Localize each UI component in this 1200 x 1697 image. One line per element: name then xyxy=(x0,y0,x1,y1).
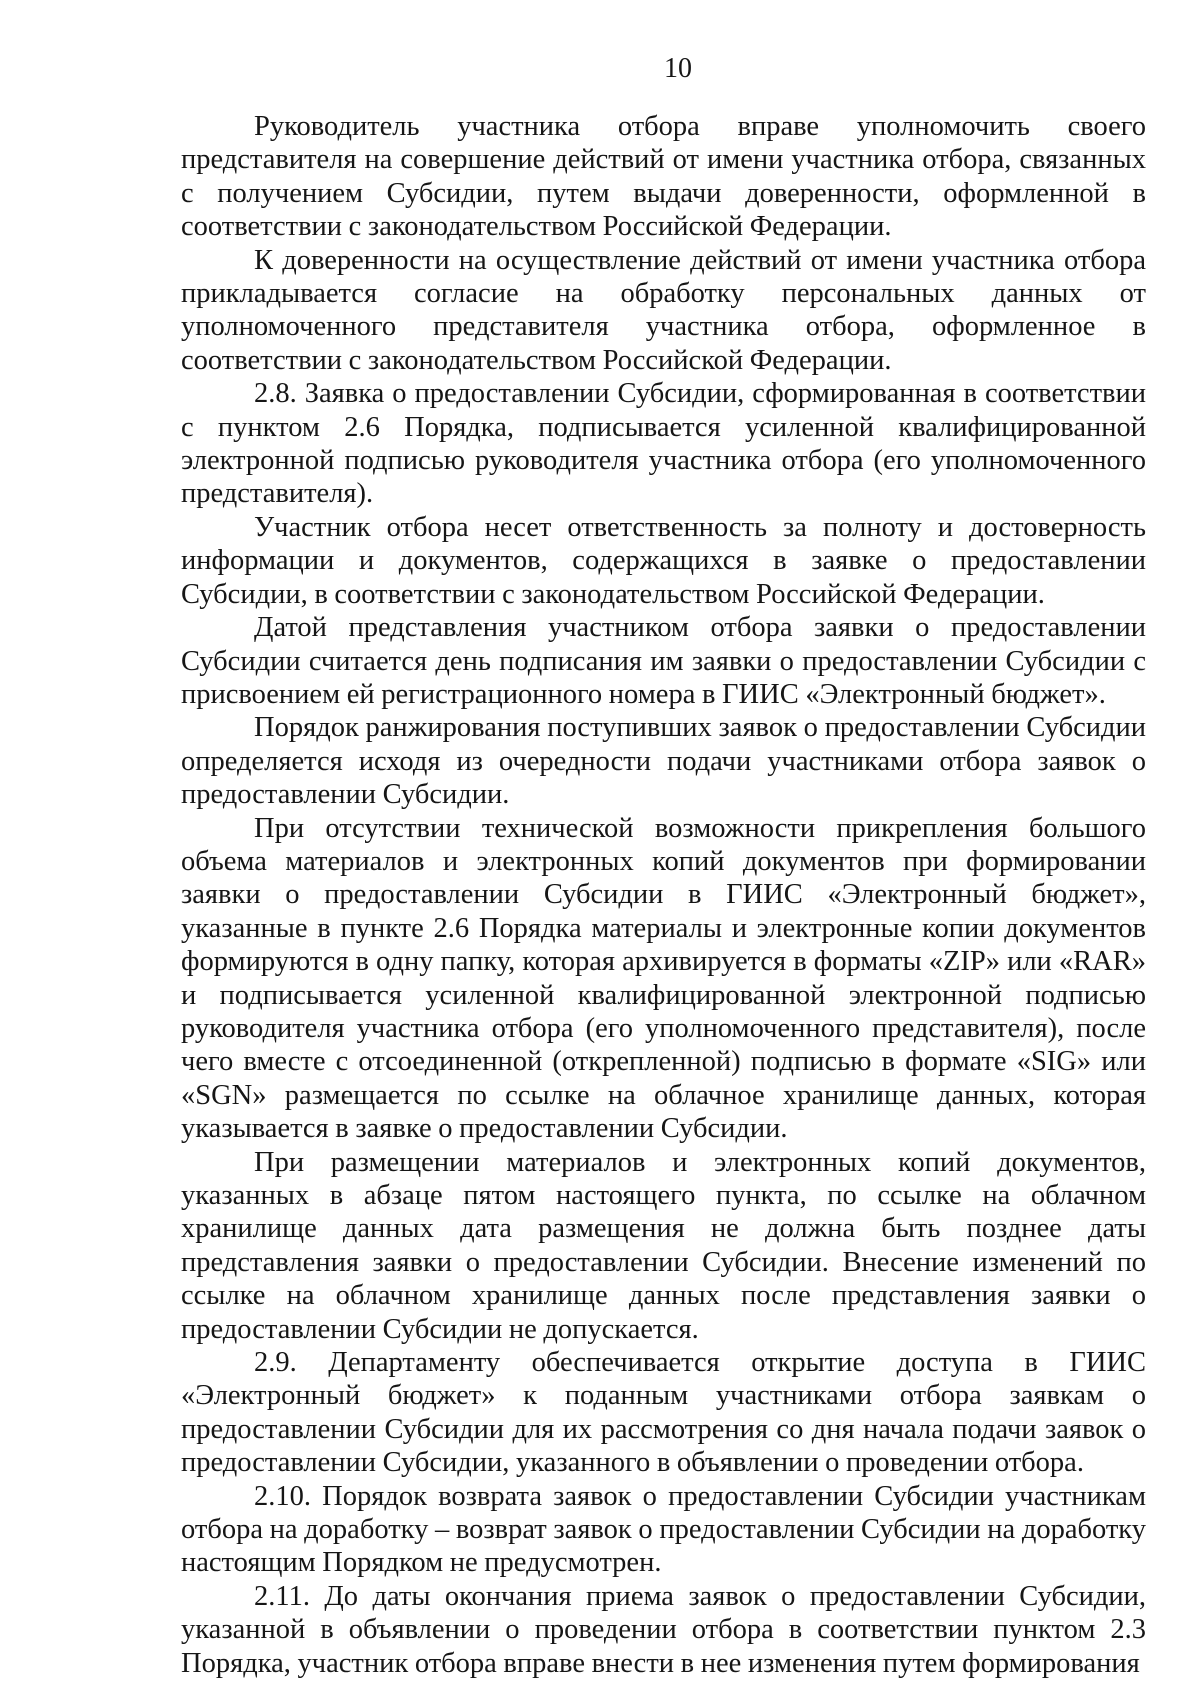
paragraph-submission-date: Датой представления участником отбора заявки о предоставлении Субсидии считается день подписания им заявки о предоставлении Субсидии с присвоением ей регистрационного номера в ГИИС «Электронный бюджет». xyxy=(181,612,1146,710)
paragraph-power-of-attorney: К доверенности на осуществление действий от имени участника отбора прикладывается согласие на обработку персональных данных от уполномоченного представителя участника отбора, оформленное в соответствии с законодательством Российской Федерации. xyxy=(181,244,1146,376)
paragraph-2-8: 2.8. Заявка о предоставлении Субсидии, сформированная в соответствии с пунктом 2.6 Порядка, подписывается усиленной квалифицированной электронной подписью руководителя участника отбора (его уполномоченного представителя). xyxy=(181,378,1146,510)
paragraph-ranking-order: Порядок ранжирования поступивших заявок о предоставлении Субсидии определяется исходя из очередности подачи участниками отбора заявок о предоставлении Субсидии. xyxy=(181,712,1146,811)
paragraph-representative: Руководитель участника отбора вправе уполномочить своего представителя на совершение действий от имени участника отбора, связанных с получением Субсидии, путем выдачи доверенности, оформленной в соответствии с законодательством Российской Федерации. xyxy=(181,111,1146,243)
paragraph-responsibility: Участник отбора несет ответственность за полноту и достоверность информации и документов, содержащихся в заявке о предоставлении Субсидии, в соответствии с законодательством Российской Федерации. xyxy=(181,511,1146,610)
page-number: 10 xyxy=(664,53,692,84)
paragraph-2-10: 2.10. Порядок возврата заявок о предоставлении Субсидии участникам отбора на доработку – возврат заявок о предоставлении Субсидии на доработку настоящим Порядком не предусмотрен. xyxy=(181,1480,1146,1579)
paragraph-2-11: 2.11. До даты окончания приема заявок о предоставлении Субсидии, указанной в объявлении о проведении отбора в соответствии пунктом 2.3 Порядка, участник отбора вправе внести в нее изменения путем формирования xyxy=(181,1580,1146,1679)
paragraph-2-9: 2.9. Департаменту обеспечивается открытие доступа в ГИИС «Электронный бюджет» к поданным участниками отбора заявкам о предоставлении Субсидии для их рассмотрения со дня начала подачи заявок о предоставлении Субсидии, указанного в объявлении о проведении отбора. xyxy=(181,1347,1146,1479)
document-body xyxy=(181,110,1146,1680)
paragraph-cloud-storage: При размещении материалов и электронных копий документов, указанных в абзаце пятом настоящего пункта, по ссылке на облачном хранилище данных дата размещения не должна быть позднее даты представления заявки о предоставлении Субсидии. Внесение изменений по ссылке на облачном хранилище данных после представления заявки о предоставлении Субсидии не допускается. xyxy=(181,1146,1146,1345)
paragraph-archive-upload: При отсутствии технической возможности прикрепления большого объема материалов и электронных копий документов при формировании заявки о предоставлении Субсидии в ГИИС «Электронный бюджет», указанные в пункте 2.6 Порядка материалы и электронные копии документов формируются в одну папку, которая архивируется в форматы «ZIP» или «RAR» и подписывается усиленной квалифицированной электронной подписью руководителя участника отбора (его уполномоченного представителя), после чего вместе с отсоединенной (открепленной) подписью в формате «SIG» или «SGN» размещается по ссылке на облачное хранилище данных, которая указывается в заявке о предоставлении Субсидии. xyxy=(181,812,1146,1145)
